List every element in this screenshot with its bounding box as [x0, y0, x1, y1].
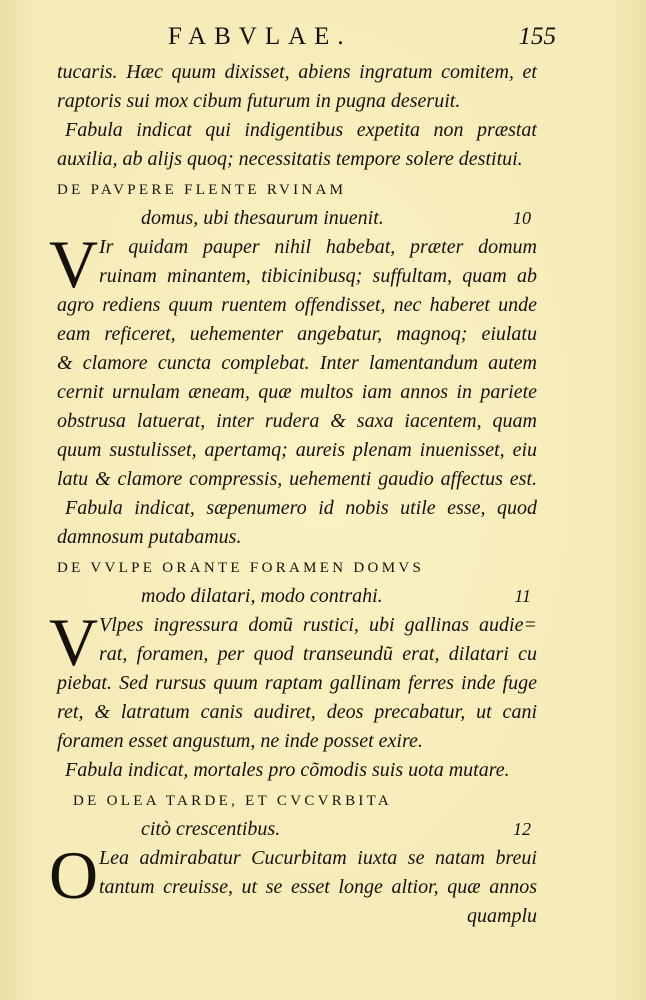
fable-body: [49, 226, 537, 552]
fable-title: DE PAVPERE FLENTE RVINAM: [57, 182, 347, 198]
drop-cap-initial: V: [49, 604, 99, 680]
drop-cap-initial: V: [49, 226, 99, 302]
fable-subtitle-row: [57, 204, 537, 233]
text-line: Vlpes ingressura domũ rustici, ubi gallinas audie=: [99, 614, 537, 636]
moral-line: Fabula indicat, sæpenumero id nobis utile esse, quod: [65, 497, 537, 519]
catchword: quamplu: [467, 905, 537, 927]
text-line: obstrusa latuerat, inter rudera & saxa iacentem, quam: [57, 410, 537, 432]
text-line: ret, & latratum canis audiret, deos precabatur, ut cani: [57, 701, 537, 723]
page-number: 155: [518, 23, 556, 50]
text-block: [49, 58, 537, 931]
text-line: & clamore cuncta complebat. Inter lamentandum autem: [57, 352, 537, 374]
fable-10: [49, 176, 537, 552]
text-line: foramen esset angustum, ne inde posset exire.: [57, 730, 423, 752]
text-line: latu & clamore compressis, uehementi gaudio affectus est.: [57, 468, 537, 490]
text-line: tantum creuisse, ut se esset longe altior, quæ annos: [99, 876, 537, 898]
text-line: ruinam minantem, tibicinibusq; suffultam, quam ab: [99, 265, 537, 287]
moral-line: Fabula indicat, mortales pro cõmodis suis uota mutare.: [65, 759, 510, 781]
fable-subtitle: citò crescentibus.: [141, 818, 281, 840]
fable-subtitle: domus, ubi thesaurum inuenit.: [141, 207, 384, 229]
fable-subtitle-row: [57, 582, 537, 611]
moral-line: damnosum putabamus.: [57, 526, 242, 548]
fable-title: DE VVLPE ORANTE FORAMEN DOMVS: [57, 560, 425, 576]
fable-body: [49, 837, 537, 913]
text-line: Ir quidam pauper nihil habebat, præter domum: [99, 236, 537, 258]
fable-11: [49, 554, 537, 785]
text-line: tucaris. Hæc quum dixisset, abiens ingratum comitem, et: [57, 61, 537, 83]
fable-12: [49, 787, 537, 913]
fable-subtitle: modo dilatari, modo contrahi.: [141, 585, 383, 607]
text-line: piebat. Sed rursus quum raptam gallinam ferres inde fuge: [57, 672, 537, 694]
moral-line: Fabula indicat qui indigentibus expetita non præstat: [65, 119, 537, 141]
fable-number: 11: [514, 586, 531, 606]
fable-body: [49, 604, 537, 785]
drop-cap-initial: O: [49, 837, 99, 913]
text-line: quum sustulisset, apertamq; aureis plenam inuenisset, eiu: [57, 439, 537, 461]
text-line: eam reficeret, uehementer angebatur, magnoq; eiulatu: [57, 323, 537, 345]
catchword-row: [57, 902, 537, 931]
fable-title: DE OLEA TARDE, ET CVCVRBITA: [73, 793, 393, 809]
previous-fable-ending: [57, 58, 537, 174]
text-line: rat, foramen, per quod transeundũ erat, dilatari cu: [99, 643, 537, 665]
text-line: cernit urnulam æneam, quæ multos iam annos in pariete: [57, 381, 537, 403]
text-line: agro rediens quum ruentem offendisset, nec haberet unde: [57, 294, 537, 316]
fable-number: 10: [513, 208, 531, 228]
moral-line: auxilia, ab alijs quoq; necessitatis tempore solere destitui.: [57, 148, 523, 170]
running-head-title: FABVLAE.: [168, 23, 352, 50]
text-line: Lea admirabatur Cucurbitam iuxta se natam breui: [99, 847, 537, 869]
fable-number: 12: [513, 819, 531, 839]
fable-subtitle-row: [57, 815, 537, 844]
text-line: raptoris sui mox cibum futurum in pugna deseruit.: [57, 90, 461, 112]
running-head: [0, 22, 646, 52]
